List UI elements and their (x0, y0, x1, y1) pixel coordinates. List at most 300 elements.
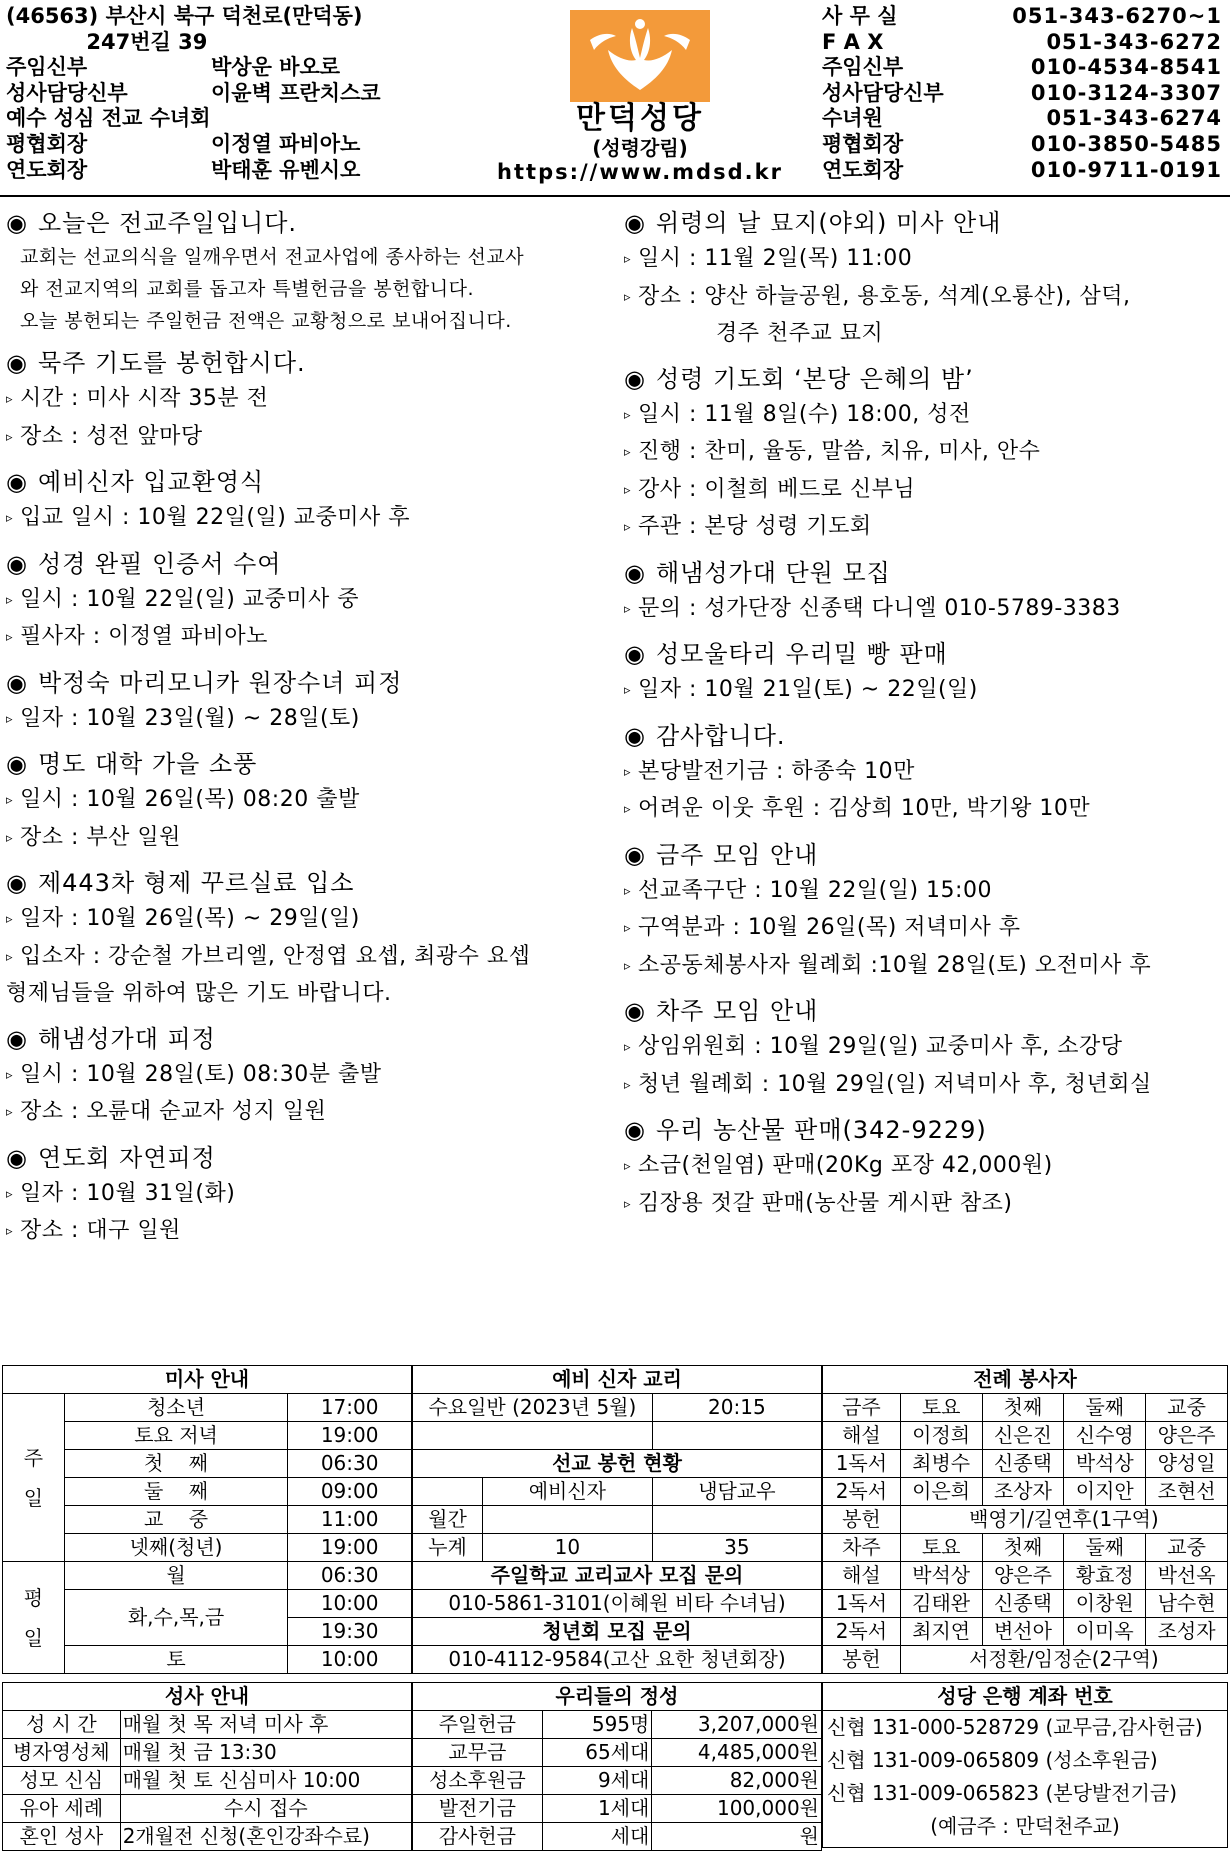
sacrament-detail: 매월 첫 금 13:30 (120, 1739, 411, 1767)
contact-phone: 051-343-6270~1 (1012, 4, 1222, 28)
parish-info (6, 4, 526, 183)
servers-name: 최병수 (900, 1450, 982, 1478)
header (0, 0, 1230, 197)
section-item-text: 시간 : 미사 시작 35분 전 (20, 386, 269, 411)
sunday-school-contact: 010-5861-3101(이혜원 비타 수녀님) (413, 1590, 822, 1618)
contact-row (822, 55, 1222, 81)
offering-type: 감사헌금 (413, 1823, 543, 1851)
servers-offering-names: 서정환/임정순(2구역) (900, 1646, 1227, 1674)
section-title-text: 차주 모임 안내 (655, 997, 819, 1025)
offering-type: 성소후원금 (413, 1767, 543, 1795)
announcement-section (624, 555, 1228, 629)
section-item-text: 일자 : 10월 26일(목) ~ 29일(일) (20, 906, 360, 931)
bullseye-icon: ◉ (6, 1024, 28, 1053)
section-item (624, 1029, 1228, 1067)
contact-phone: 051-343-6274 (1046, 106, 1222, 131)
servers-mass-col: 교중 (1146, 1534, 1228, 1562)
section-title-text: 예비신자 입교환영식 (37, 468, 265, 496)
contact-row (822, 81, 1222, 107)
section-title-text: 감사합니다. (655, 721, 786, 750)
bank-accounts (823, 1711, 1228, 1848)
mass-time: 10:00 (288, 1646, 412, 1674)
contact-phone: 010-9711-0191 (1030, 157, 1222, 182)
section-title (624, 718, 1228, 754)
section-paragraph: 와 전교지역의 교회를 돕고자 특별헌금을 봉헌합니다. (20, 278, 475, 300)
triangle-bullet-icon: ▹ (6, 429, 14, 445)
sacrament-name: 유아 세례 (3, 1795, 121, 1823)
servers-name: 양은주 (982, 1562, 1064, 1590)
church-logo-icon (570, 10, 710, 102)
triangle-bullet-icon: ▹ (6, 1186, 14, 1202)
section-item-text: 어려운 이웃 후원 : 김상희 10만, 박기왕 10만 (638, 796, 1091, 821)
parish-info-label: (46563) 부산시 북구 덕천로(만덕동) (6, 4, 363, 28)
parish-info-row (6, 30, 526, 56)
servers-mass-col: 첫째 (982, 1394, 1064, 1422)
section-item-text: 강사 : 이철희 베드로 신부님 (638, 476, 916, 502)
bullseye-icon: ◉ (624, 558, 646, 587)
mass-time: 06:30 (288, 1450, 412, 1478)
section-item-text: 일자 : 10월 21일(토) ~ 22일(일) (638, 677, 978, 702)
section-item-text: 구역분과 : 10월 26일(목) 저녁미사 후 (638, 915, 1021, 940)
announcement-section (6, 665, 616, 739)
info-tables (2, 1365, 1228, 1849)
announcement-section (6, 546, 616, 657)
section-title (6, 546, 616, 582)
section-item-text: 선교족구단 : 10월 22일(일) 15:00 (638, 877, 992, 903)
contact-label: F A X (822, 29, 884, 54)
offering-amount: 3,207,000원 (652, 1711, 822, 1739)
section-item-text: 일시 : 10월 26일(목) 08:20 출발 (20, 787, 360, 812)
offering-type: 주일헌금 (413, 1711, 543, 1739)
section-item (6, 901, 616, 939)
parish-info-label: 연도회장 (6, 157, 88, 182)
mass-name: 토요 저녁 (64, 1422, 287, 1450)
servers-name: 조성자 (1146, 1618, 1228, 1646)
contact-label: 평협회장 (822, 131, 904, 156)
section-item (6, 381, 616, 419)
servers-name: 양은주 (1146, 1422, 1228, 1450)
section-title (624, 205, 1228, 241)
sunday-group-label: 주 일 (3, 1394, 65, 1562)
mass-name: 청소년 (64, 1394, 287, 1422)
mass-name: 화,수,목,금 (64, 1590, 287, 1646)
contact-label: 연도회장 (822, 157, 904, 182)
offering-amount: 4,485,000원 (652, 1739, 822, 1767)
contact-phone: 010-4534-8541 (1030, 55, 1222, 80)
section-title-text: 성경 완필 인증서 수여 (37, 549, 282, 578)
parish-info-label: 성사담당신부 (6, 80, 128, 105)
section-title (6, 1140, 616, 1176)
servers-mass-col: 둘째 (1064, 1394, 1146, 1422)
section-item-text: 장소 : 양산 하늘공원, 용호동, 석계(오룡산), 삼덕, (638, 283, 1131, 309)
mass-name: 넷째(청년) (64, 1534, 287, 1562)
section-item (624, 397, 1228, 435)
section-title (6, 205, 616, 241)
announcement-section (6, 1021, 616, 1132)
announcement-section (6, 464, 616, 538)
mass-time: 19:30 (288, 1618, 412, 1646)
mass-name: 월 (64, 1562, 287, 1590)
triangle-bullet-icon: ▹ (624, 683, 632, 698)
parish-info-row (6, 106, 526, 132)
section-item-text: 장소 : 성전 앞마당 (20, 423, 203, 449)
parish-info-row (6, 55, 526, 81)
mass-time: 19:00 (288, 1422, 412, 1450)
section-title (624, 361, 1228, 397)
servers-role: 봉헌 (823, 1506, 901, 1534)
mass-time: 06:30 (288, 1562, 412, 1590)
offerings-title: 우리들의 정성 (413, 1683, 822, 1711)
contact-phone: 051-343-6272 (1046, 29, 1222, 54)
contact-label: 주임신부 (822, 55, 904, 80)
mass-time: 19:00 (288, 1534, 412, 1562)
section-title-text: 성령 기도회 ‘본당 은혜의 밤’ (655, 364, 974, 393)
offering-count: 9세대 (542, 1767, 652, 1795)
sacrament-name: 성모 신심 (3, 1767, 121, 1795)
section-title-text: 해냄성가대 피정 (37, 1024, 216, 1053)
servers-name: 조상자 (982, 1478, 1064, 1506)
triangle-bullet-icon: ▹ (624, 445, 632, 460)
section-title (624, 1112, 1228, 1148)
mass-time: 09:00 (288, 1478, 412, 1506)
triangle-bullet-icon: ▹ (6, 1105, 14, 1120)
servers-name: 신수영 (1064, 1422, 1146, 1450)
sacrament-name: 성 시 간 (3, 1711, 121, 1739)
triangle-bullet-icon: ▹ (624, 921, 632, 936)
section-item-text: 일시 : 10월 28일(토) 08:30분 출발 (20, 1061, 382, 1087)
triangle-bullet-icon: ▹ (624, 407, 632, 423)
section-item-text: 소공동체봉사자 월례회 :10월 28일(토) 오전미사 후 (638, 952, 1152, 978)
mass-time: 17:00 (288, 1394, 412, 1422)
bullseye-icon: ◉ (624, 997, 646, 1025)
section-item (6, 582, 616, 620)
triangle-bullet-icon: ▹ (624, 252, 632, 267)
section-title-text: 명도 대학 가을 소풍 (37, 750, 258, 778)
offering-count: 65세대 (542, 1739, 652, 1767)
mass-name: 교 중 (64, 1506, 287, 1534)
youth-contact: 010-4112-9584(고산 요한 청년회장) (413, 1646, 822, 1674)
parish-info-row (6, 132, 526, 158)
parish-info-label: 247번길 39 (6, 29, 208, 54)
section-title-text: 금주 모임 안내 (655, 840, 819, 869)
parish-info-label: 예수 성심 전교 수녀회 (6, 106, 211, 131)
triangle-bullet-icon: ▹ (6, 830, 14, 846)
triangle-bullet-icon: ▹ (624, 1040, 632, 1055)
servers-name: 박석상 (1064, 1450, 1146, 1478)
bank-holder: (예금주 : 만덕천주교) (930, 1814, 1120, 1838)
section-title-text: 오늘은 전교주일입니다. (37, 209, 298, 237)
triangle-bullet-icon: ▹ (624, 482, 632, 498)
servers-week-label: 차주 (823, 1534, 901, 1562)
mass-schedule-table (2, 1365, 412, 1674)
bank-account-1: 신협 131-000-528729 (교무금,감사헌금) (827, 1715, 1203, 1739)
section-item-text: 청년 월례회 : 10월 29일(일) 저녁미사 후, 청년회실 (638, 1071, 1152, 1097)
contact-label: 수녀원 (822, 106, 883, 131)
section-item-text: 상임위원회 : 10월 29일(일) 교중미사 후, 소강당 (638, 1034, 1123, 1059)
parish-info-value: 박상운 바오로 (211, 55, 341, 80)
left-announcements (6, 205, 616, 1259)
section-title (624, 555, 1228, 591)
section-item (624, 791, 1228, 829)
bullseye-icon: ◉ (6, 209, 28, 237)
section-item-text: 일시 : 11월 2일(목) 11:00 (638, 246, 913, 271)
triangle-bullet-icon: ▹ (6, 392, 14, 407)
servers-name: 남수현 (1146, 1590, 1228, 1618)
section-item (6, 500, 616, 538)
bank-account-2: 신협 131-009-065809 (성소후원금) (827, 1748, 1158, 1772)
section-item (624, 434, 1228, 472)
servers-name: 양성일 (1146, 1450, 1228, 1478)
triangle-bullet-icon: ▹ (624, 1077, 632, 1093)
section-item (624, 509, 1228, 547)
contact-row (822, 158, 1222, 184)
triangle-bullet-icon: ▹ (6, 630, 14, 645)
section-item-text: 본당발전기금 : 하종숙 10만 (638, 758, 915, 784)
servers-mass-col: 둘째 (1064, 1534, 1146, 1562)
triangle-bullet-icon: ▹ (624, 958, 632, 974)
mass-name: 둘 째 (64, 1478, 287, 1506)
youth-title: 청년회 모집 문의 (413, 1618, 822, 1646)
bullseye-icon: ◉ (6, 750, 28, 778)
servers-name: 이미옥 (1064, 1618, 1146, 1646)
announcement-section (6, 345, 616, 456)
announcement-section (624, 993, 1228, 1104)
weekday-group-label: 평 일 (3, 1562, 65, 1674)
servers-role: 2독서 (823, 1478, 901, 1506)
contact-row (822, 106, 1222, 132)
triangle-bullet-icon: ▹ (624, 802, 632, 817)
section-title (6, 345, 616, 381)
servers-mass-col: 첫째 (982, 1534, 1064, 1562)
servers-title: 전례 봉사자 (823, 1366, 1228, 1394)
servers-name: 조현선 (1146, 1478, 1228, 1506)
bank-account-3: 신협 131-009-065823 (본당발전기금) (827, 1781, 1178, 1805)
mission-col-lapsed: 냉담교우 (652, 1478, 821, 1506)
contact-phone: 010-3850-5485 (1030, 131, 1222, 156)
servers-role: 봉헌 (823, 1646, 901, 1674)
offering-count: 세대 (542, 1823, 652, 1851)
section-item-text: 일자 : 10월 31일(화) (20, 1180, 236, 1206)
triangle-bullet-icon: ▹ (624, 764, 632, 780)
triangle-bullet-icon: ▹ (6, 592, 14, 608)
section-item (6, 820, 616, 858)
announcement-section (624, 1112, 1228, 1223)
section-title-text: 위령의 날 묘지(야외) 미사 안내 (655, 209, 1002, 237)
section-title-text: 연도회 자연피정 (37, 1143, 216, 1172)
parish-info-value: 박태훈 유벤시오 (211, 157, 361, 182)
contact-phone: 010-3124-3307 (1030, 80, 1222, 105)
announcement-section (624, 205, 1228, 353)
mission-row-monthly: 월간 (413, 1506, 483, 1534)
section-item-text: 진행 : 찬미, 율동, 말씀, 치유, 미사, 안수 (638, 439, 1041, 464)
parish-info-value: 이윤벽 프란치스코 (211, 80, 381, 105)
catechism-class: 수요일반 (2023년 5월) (413, 1394, 653, 1422)
bullseye-icon: ◉ (624, 840, 646, 869)
parish-info-row (6, 81, 526, 107)
section-title-text: 제443차 형제 꾸르실료 입소 (37, 869, 355, 897)
triangle-bullet-icon: ▹ (624, 883, 632, 899)
section-item-text: 입교 일시 : 10월 22일(일) 교중미사 후 (20, 505, 411, 530)
parish-info-value: 이정열 파비아노 (211, 131, 361, 156)
triangle-bullet-icon: ▹ (6, 949, 14, 965)
mission-row-total: 누계 (413, 1534, 483, 1562)
section-title (6, 464, 616, 500)
section-title (6, 865, 616, 901)
mass-name: 첫 째 (64, 1450, 287, 1478)
section-item (6, 619, 616, 657)
triangle-bullet-icon: ▹ (624, 1196, 632, 1212)
servers-name: 변선아 (982, 1618, 1064, 1646)
triangle-bullet-icon: ▹ (6, 912, 14, 927)
section-title (6, 1021, 616, 1057)
parish-info-row (6, 158, 526, 184)
catechism-time: 20:15 (652, 1394, 821, 1422)
bullseye-icon: ◉ (6, 668, 28, 697)
triangle-bullet-icon: ▹ (6, 711, 14, 727)
bullseye-icon: ◉ (6, 1143, 28, 1172)
section-item (6, 1176, 616, 1214)
section-item-text: 입소자 : 강순철 가브리엘, 안정엽 요셉, 최광수 요셉 (20, 943, 531, 969)
servers-offering-names: 백영기/길연후(1구역) (900, 1506, 1227, 1534)
servers-name: 김태완 (900, 1590, 982, 1618)
servers-name: 박선옥 (1146, 1562, 1228, 1590)
servers-role: 해설 (823, 1562, 901, 1590)
section-item-text: 김장용 젓갈 판매(농산물 게시판 참조) (638, 1190, 1013, 1216)
right-announcements (624, 205, 1228, 1231)
servers-name: 신종택 (982, 1450, 1064, 1478)
mission-title: 선교 봉헌 현황 (413, 1450, 822, 1478)
bullseye-icon: ◉ (624, 721, 646, 750)
section-item-text: 일자 : 10월 23일(월) ~ 28일(토) (20, 705, 360, 731)
contact-row (822, 4, 1222, 30)
section-item-text: 주관 : 본당 성령 기도회 (638, 514, 872, 539)
section-item-text: 일시 : 10월 22일(일) 교중미사 중 (20, 586, 360, 612)
sacrament-title: 성사 안내 (3, 1683, 412, 1711)
section-item-continued: 경주 천주교 묘지 (716, 321, 884, 346)
offering-amount: 원 (652, 1823, 822, 1851)
sunday-school-title: 주일학교 교리교사 모집 문의 (413, 1562, 822, 1590)
announcement-section (624, 718, 1228, 829)
section-item (624, 873, 1228, 911)
section-item (6, 1057, 616, 1095)
triangle-bullet-icon: ▹ (6, 511, 14, 526)
servers-name: 이정희 (900, 1422, 982, 1450)
section-item-text: 장소 : 오륜대 순교자 성지 일원 (20, 1099, 327, 1124)
church-brand (470, 10, 810, 184)
section-item (624, 948, 1228, 986)
section-item (624, 672, 1228, 710)
offering-amount: 82,000원 (652, 1767, 822, 1795)
bullseye-icon: ◉ (624, 364, 646, 393)
triangle-bullet-icon: ▹ (6, 793, 14, 808)
announcement-section (6, 865, 616, 1013)
servers-mass-col: 토요 (900, 1534, 982, 1562)
section-tail-text: 형제님들을 위하여 많은 기도 바랍니다. (6, 981, 392, 1006)
servers-mass-col: 토요 (900, 1394, 982, 1422)
bullseye-icon: ◉ (6, 349, 28, 377)
liturgy-servers-table (822, 1365, 1228, 1674)
section-paragraph: 오늘 봉헌되는 주일헌금 전액은 교황청으로 보내어집니다. (20, 310, 512, 332)
announcement-section (6, 205, 616, 337)
bullseye-icon: ◉ (624, 640, 646, 668)
servers-mass-col: 교중 (1146, 1394, 1228, 1422)
servers-role: 1독서 (823, 1450, 901, 1478)
sacrament-name: 혼인 성사 (3, 1823, 121, 1851)
servers-role: 1독서 (823, 1590, 901, 1618)
section-title (624, 636, 1228, 672)
contact-row (822, 132, 1222, 158)
section-item-text: 소금(천일염) 판매(20Kg 포장 42,000원) (638, 1153, 1053, 1178)
offering-count: 1세대 (542, 1795, 652, 1823)
section-item (624, 279, 1228, 317)
servers-name: 신종택 (982, 1590, 1064, 1618)
bullseye-icon: ◉ (6, 869, 28, 897)
catechism-title: 예비 신자 교리 (413, 1366, 822, 1394)
mission-col-catechumen: 예비신자 (482, 1478, 652, 1506)
church-url-link[interactable]: https://www.mdsd.kr (497, 160, 783, 184)
servers-name: 이창원 (1064, 1590, 1146, 1618)
section-item-text: 필사자 : 이정열 파비아노 (20, 624, 268, 649)
triangle-bullet-icon: ▹ (624, 520, 632, 535)
parish-info-label: 평협회장 (6, 131, 88, 156)
bullseye-icon: ◉ (6, 549, 28, 578)
servers-name: 최지연 (900, 1618, 982, 1646)
sacrament-detail: 매월 첫 토 신심미사 10:00 (120, 1767, 411, 1795)
section-item (6, 782, 616, 820)
section-title (6, 746, 616, 782)
section-title (6, 665, 616, 701)
triangle-bullet-icon: ▹ (6, 1067, 14, 1083)
sacrament-detail: 매월 첫 목 저녁 미사 후 (120, 1711, 411, 1739)
servers-role: 해설 (823, 1422, 901, 1450)
middle-info-table (412, 1365, 822, 1674)
bank-title: 성당 은행 계좌 번호 (823, 1683, 1228, 1711)
section-title-text: 묵주 기도를 봉헌합시다. (37, 349, 306, 377)
section-item-text: 장소 : 대구 일원 (20, 1218, 181, 1243)
sacrament-name: 병자영성체 (3, 1739, 121, 1767)
section-item (624, 1186, 1228, 1224)
section-title-text: 우리 농산물 판매(342-9229) (655, 1116, 987, 1144)
parish-info-row (6, 4, 526, 30)
section-title (624, 993, 1228, 1029)
bullseye-icon: ◉ (624, 209, 646, 237)
offering-type: 교무금 (413, 1739, 543, 1767)
triangle-bullet-icon: ▹ (6, 1224, 14, 1239)
announcement-section (624, 837, 1228, 986)
offering-amount: 100,000원 (652, 1795, 822, 1823)
bank-table (822, 1682, 1228, 1848)
section-title-text: 해냄성가대 단원 모집 (655, 558, 891, 587)
servers-name: 황효정 (1064, 1562, 1146, 1590)
section-item-text: 문의 : 성가단장 신종택 다니엘 010-5789-3383 (638, 595, 1121, 621)
sacrament-detail: 수시 접수 (120, 1795, 411, 1823)
parish-info-label: 주임신부 (6, 55, 88, 80)
section-item (624, 754, 1228, 792)
announcement-section (6, 746, 616, 857)
mass-title: 미사 안내 (3, 1366, 412, 1394)
mass-time: 11:00 (288, 1506, 412, 1534)
contact-label: 사 무 실 (822, 4, 898, 28)
section-item (624, 241, 1228, 279)
section-item (6, 701, 616, 739)
section-item-text: 장소 : 부산 일원 (20, 824, 181, 850)
offerings-table (412, 1682, 822, 1851)
bullseye-icon: ◉ (6, 468, 28, 496)
mission-total-lapsed: 35 (652, 1534, 821, 1562)
contact-row (822, 30, 1222, 56)
section-item-text: 일시 : 11월 8일(수) 18:00, 성전 (638, 401, 971, 427)
section-item (624, 1067, 1228, 1105)
